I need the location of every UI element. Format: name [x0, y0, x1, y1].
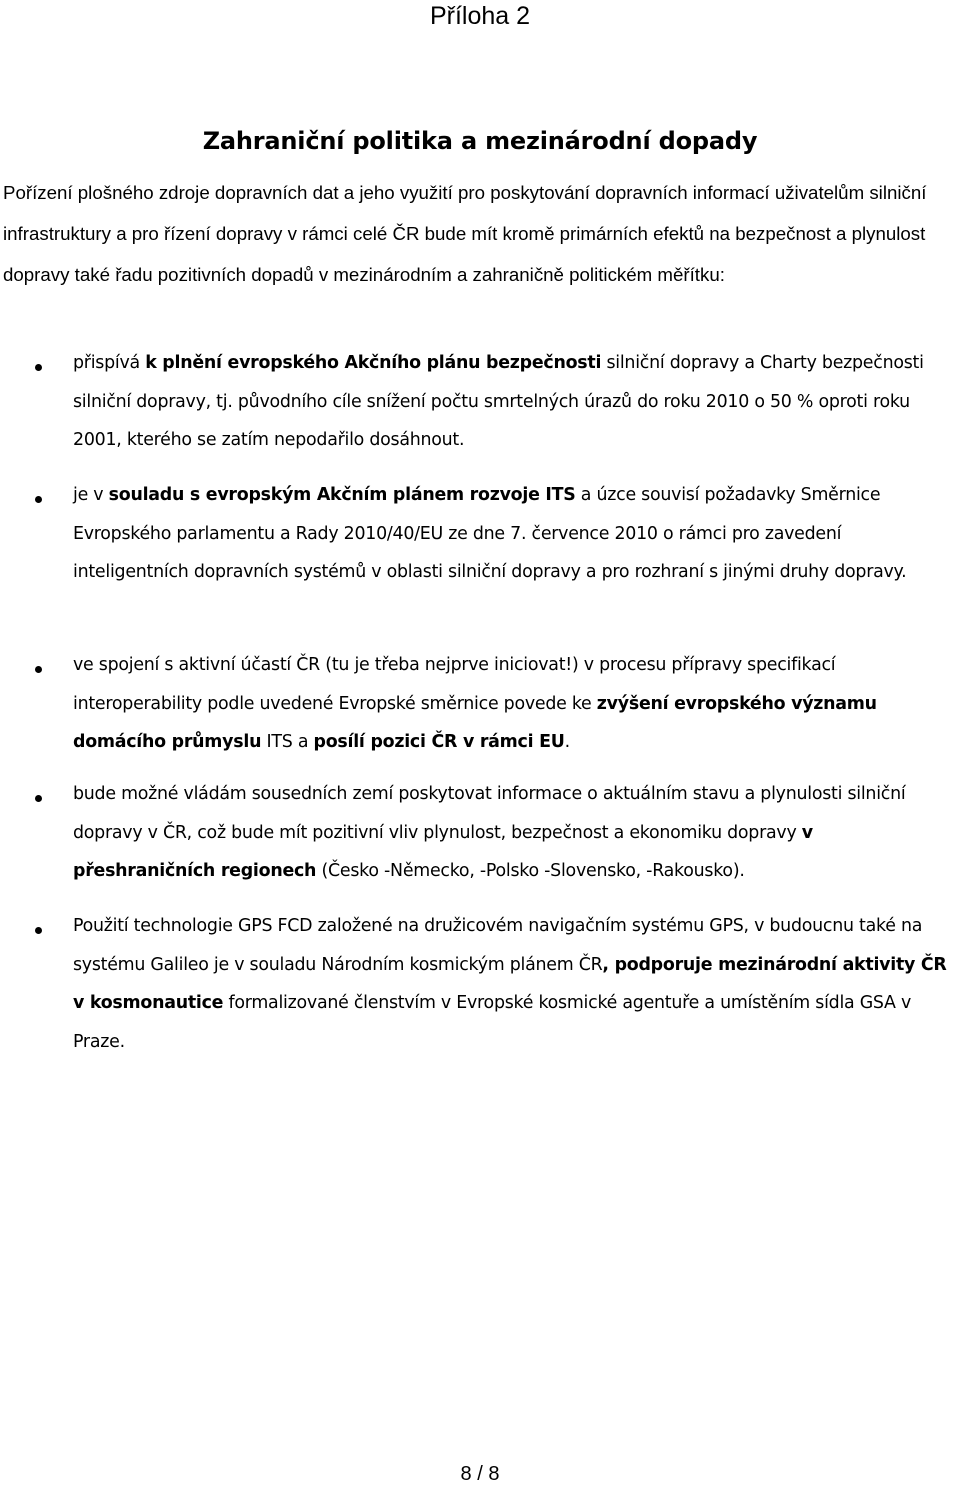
section-heading: Zahraniční politika a mezinárodní dopady: [202, 127, 758, 155]
body-text: Použití technologie GPS FCD založené na družicovém navigačním systému GPS, v budoucnu také na systému Galileo je v souladu Národním kosmickým plánem ČR: [73, 916, 923, 975]
bullet-icon: [35, 795, 42, 802]
body-text: bude možné vládám sousedních zemí poskytovat informace o aktuálním stavu a plynulosti silniční dopravy v ČR, což bude mít pozitivní vliv plynulost, bezpečnost a ekonomiku dopravy: [73, 784, 906, 843]
body-text: formalizované členstvím v Evropské kosmické agentuře a umístěním sídla GSA v Praze.: [73, 993, 912, 1052]
emphasis-text: zvýšení evropského významu domácího průmyslu: [73, 693, 877, 752]
bullet-text: [73, 907, 953, 1061]
body-text: .: [564, 732, 570, 752]
bullet-text: [73, 775, 953, 891]
emphasis-text: v přeshraničních regionech: [73, 822, 813, 881]
body-text: silniční dopravy a Charty bezpečnosti silniční dopravy, tj. původního cíle snížení počtu smrtelných úrazů do roku 2010 o 50 % oproti roku 2001, kterého se zatím nepodařilo dosáhnout.: [73, 353, 924, 450]
bullet-icon: [35, 666, 42, 673]
page-number: 8 / 8: [460, 1463, 500, 1485]
bullet-text: [73, 344, 953, 460]
page-title: Příloha 2: [429, 2, 531, 30]
bullet-icon: [35, 496, 42, 503]
body-text: přispívá: [73, 353, 146, 373]
bullet-text: [73, 646, 953, 762]
body-text: (Česko -Německo, -Polsko -Slovensko, -Rakousko).: [316, 861, 745, 881]
bullet-icon: [35, 927, 42, 934]
body-text: ITS a: [261, 732, 314, 752]
emphasis-text: k plnění evropského Akčního plánu bezpečnosti: [145, 353, 602, 373]
bullet-text: [73, 476, 953, 592]
body-text: je v: [73, 485, 109, 505]
emphasis-text: posílí pozici ČR v rámci EU: [313, 732, 565, 752]
body-text: a úzce souvisí požadavky Směrnice Evropského parlamentu a Rady 2010/40/EU ze dne 7. července 2010 o rámci pro zavedení inteligentních dopravních systémů v oblasti silniční dopravy a pro rozhraní s jinými druhy dopravy.: [73, 485, 907, 582]
emphasis-text: , podporuje mezinárodní aktivity ČR v kosmonautice: [73, 954, 947, 1013]
intro-paragraph: Pořízení plošného zdroje dopravních dat a jeho využití pro poskytování dopravních informací uživatelům silniční infrastruktury a pro řízení dopravy v rámci celé ČR bude mít kromě primárních efektů na bezpečnost a plynulost dopravy také řadu pozitivních dopadů v mezinárodním a zahraničně politickém měřítku:: [3, 182, 927, 285]
body-text: ve spojení s aktivní účastí ČR (tu je třeba nejprve iniciovat!) v procesu přípravy specifikací interoperability podle uvedené Evropské směrnice povede ke: [73, 655, 836, 714]
bullet-icon: [35, 364, 42, 371]
emphasis-text: souladu s evropským Akčním plánem rozvoje ITS: [108, 485, 576, 505]
